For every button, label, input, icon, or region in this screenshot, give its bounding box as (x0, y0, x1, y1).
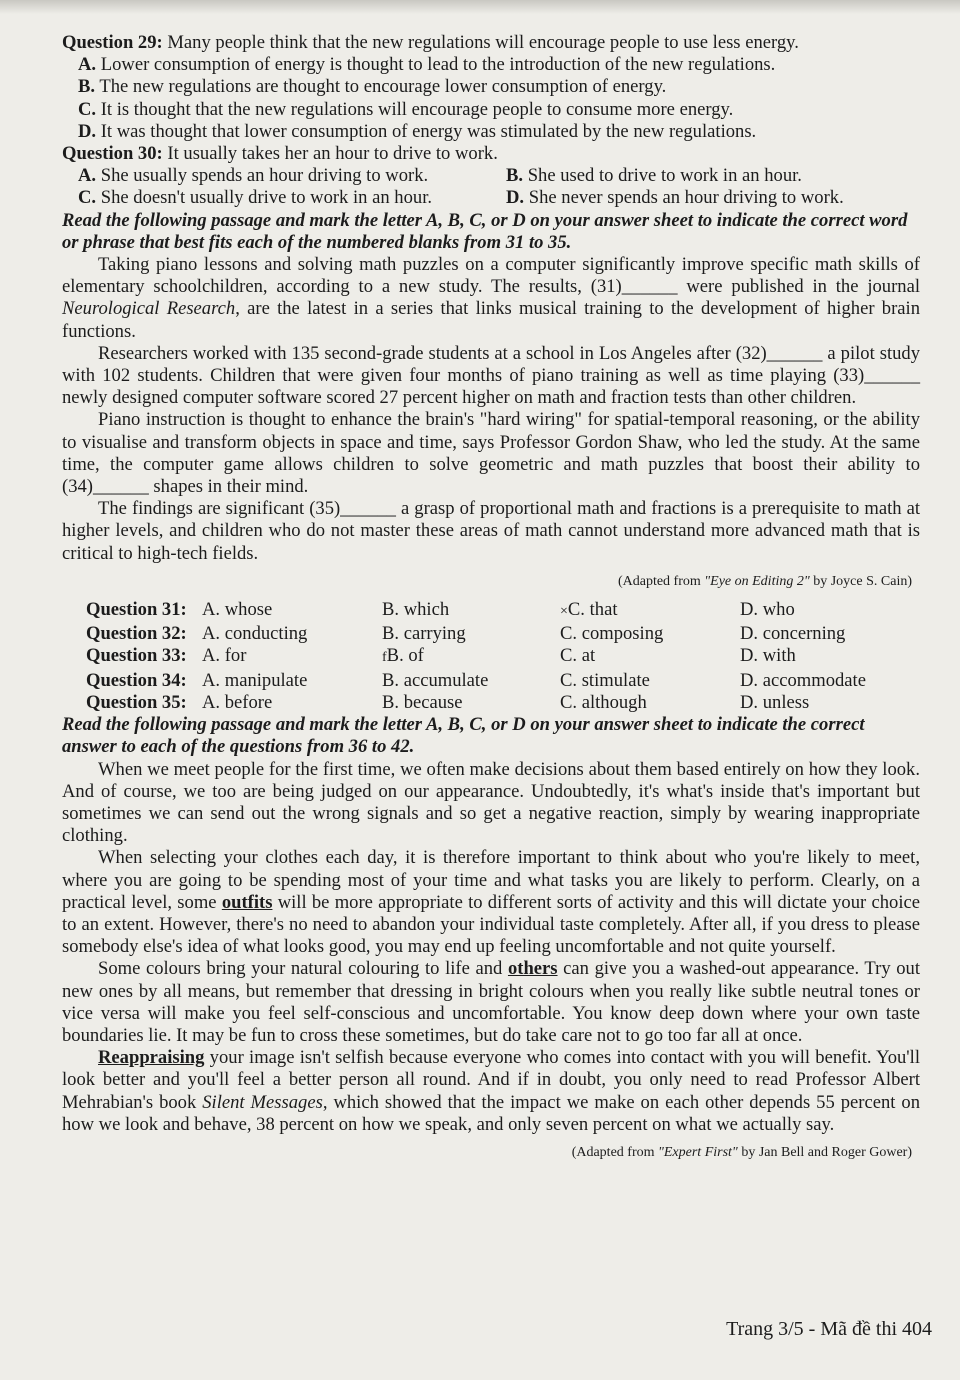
answer-row (86, 645, 866, 669)
answer-option-d: D. concerning (740, 623, 846, 645)
option-letter: B. (506, 165, 524, 187)
answer-option-b: B. accumulate (382, 669, 489, 691)
source-text: by Jan Bell and Roger Gower) (737, 1144, 912, 1160)
question-label: Question 29: (62, 32, 163, 53)
paragraph-text: will be more appropriate to different sorts of activity and this will dictate your choice to an extent. However, there's no need to abandon your individual taste completely. After all, if you dress to please somebody else's idea of what looks good, you may end up feeling uncomfortable and not quite yourself. (62, 891, 920, 958)
option-text: C. that (567, 599, 618, 621)
option-text: It is thought that the new regulations will encourage people to consume more energy. (100, 98, 734, 120)
source-title: "Eye on Editing 2" (704, 573, 810, 589)
options-row (78, 187, 920, 209)
underlined-word: Reappraising (98, 1047, 205, 1069)
answer-option-b (382, 645, 560, 669)
option-b (506, 165, 802, 187)
options-row (78, 165, 920, 187)
passage2-paragraph-2 (62, 847, 920, 958)
option-text: She used to drive to work in an hour. (527, 165, 802, 187)
answer-row (86, 670, 866, 692)
answer-option-a: A. before (202, 691, 273, 713)
answer-option-c: C. although (560, 691, 647, 713)
passage1-source (62, 571, 912, 593)
answer-option-a: A. conducting (202, 623, 308, 645)
book-title: Silent Messages (202, 1091, 323, 1113)
handwritten-f-mark: f (382, 650, 387, 666)
option-b (78, 76, 920, 98)
paragraph-text: Taking piano lessons and solving math puzzles on a computer significantly improve specific math skills of elementary schoolchildren, according to a new study. The results, (31)______ were published in the journal (62, 254, 920, 298)
source-text: (Adapted from (571, 1144, 658, 1160)
answer-option-d: D. unless (740, 691, 810, 713)
option-text: She never spends an hour driving to work. (528, 187, 844, 209)
passage1-paragraph-1 (62, 254, 920, 343)
instruction-36-42: Read the following passage and mark the letter A, B, C, or D on your answer sheet to indicate the correct answer to each of the questions from 36 to 42. (62, 714, 865, 758)
answer-options-table (86, 599, 866, 714)
answer-option-d: D. with (740, 645, 796, 667)
answer-option-d: D. accommodate (740, 669, 866, 691)
underlined-word: others (507, 958, 558, 980)
passage2-paragraph-4 (62, 1047, 920, 1136)
answer-row (86, 599, 866, 623)
passage2-paragraph-3 (62, 958, 920, 1047)
paragraph-text: When selecting your clothes each day, it is therefore important to think about who you're likely to meet, where you are going to be spending most of your time and what tasks you are likely to perform. Clearly, on a practical level, some (62, 847, 920, 913)
question-text: Many people think that the new regulations will encourage people to use less energy. (167, 32, 799, 53)
question-30 (62, 143, 920, 165)
paragraph-text: Some colours bring your natural colouring to life and (98, 958, 508, 980)
option-text: It was thought that lower consumption of energy was stimulated by the new regulations. (100, 120, 757, 142)
option-letter: C. (78, 187, 97, 209)
option-a (78, 54, 920, 76)
answer-option-d: D. who (740, 599, 795, 621)
option-letter: A. (78, 165, 97, 187)
option-letter: B. (78, 76, 96, 98)
option-text: Lower consumption of energy is thought to lead to the introduction of the new regulations. (100, 54, 776, 76)
answer-option-b: B. because (382, 691, 463, 713)
option-c (78, 99, 920, 121)
source-title: "Expert First" (658, 1144, 738, 1160)
answer-question-label: Question 32: (86, 623, 187, 645)
option-letter: C. (78, 98, 97, 120)
option-a (78, 165, 506, 187)
answer-option-a: A. for (202, 645, 247, 667)
page-footer: Trang 3/5 - Mã đề thi 404 (726, 1318, 932, 1340)
answer-row (86, 623, 866, 645)
option-text: She usually spends an hour driving to work. (100, 165, 429, 187)
answer-option-c: C. composing (560, 623, 664, 645)
instruction-31-35: Read the following passage and mark the letter A, B, C, or D on your answer sheet to indicate the correct word or phrase that best fits each of the numbered blanks from 31 to 35. (62, 209, 908, 253)
question-29 (62, 32, 920, 54)
passage1-paragraph-4: The findings are significant (35)______ a grasp of proportional math and fractions is a prerequisite to math at higher levels, and children who do not master these areas of math cannot understand more advanced math that is critical to high-tech fields. (62, 498, 920, 564)
passage2-paragraph-1: When we meet people for the first time, we often make decisions about them based entirely on how they look. And of course, we too are being judged on our appearance. Undoubtedly, it's what's inside that's important but sometimes we can send out the wrong signals and so get a negative reaction, simply by wearing inappropriate clothing. (62, 758, 920, 847)
underlined-word: outfits (221, 891, 273, 913)
paragraph-text: can give you a washed-out appearance. Try out new ones by all means, but remember that dressing in bright colours when you really like subtle neutral tones or vice versa will make you feel self-conscious and uncomfortable. You know deep down where your own taste boundaries lie. It may be fun to cross these sometimes, but do take care not to go too far all at once. (62, 958, 920, 1046)
option-text: The new regulations are thought to encourage lower consumption of energy. (99, 76, 667, 98)
source-text: (Adapted from (617, 573, 705, 589)
option-letter: A. (78, 54, 97, 76)
answer-question-label: Question 34: (86, 669, 187, 691)
option-letter: D. (78, 120, 97, 142)
passage1-paragraph-3: Piano instruction is thought to enhance the brain's "hard wiring" for spatial-temporal reasoning, or the ability to visualise and transform objects in space and time, says Professor Gordon Shaw, who led the study. At the same time, the computer game allows children to solve geometric and math puzzles that boost their ability to (34)______ shapes in their mind. (62, 409, 920, 498)
paragraph-text: your image isn't selfish because everyone who comes into contact with you will benefit. You'll look better and you'll feel a better person all round. And if in doubt, you only need to read Professor Albert Mehrabian's book (62, 1047, 920, 1113)
answer-option-b: B. carrying (382, 623, 466, 645)
answer-option-c: C. at (560, 645, 596, 667)
option-c (78, 187, 506, 209)
journal-title: Neurological Research (62, 298, 236, 320)
question-label: Question 30: (62, 143, 163, 165)
scan-shadow (0, 0, 960, 14)
answer-row (86, 692, 866, 714)
option-text: B. of (386, 645, 424, 667)
answer-option-c: C. stimulate (560, 669, 650, 691)
option-text: She doesn't usually drive to work in an hour. (100, 187, 433, 209)
answer-question-label: Question 31: (86, 599, 187, 621)
option-letter: D. (506, 187, 525, 209)
option-d (78, 121, 920, 143)
answer-question-label: Question 35: (86, 691, 187, 713)
question-text: It usually takes her an hour to drive to work. (167, 143, 498, 165)
answer-option-b: B. which (382, 599, 450, 621)
answer-question-label: Question 33: (86, 645, 187, 667)
passage1-paragraph-2: Researchers worked with 135 second-grade students at a school in Los Angeles after (32)______ a pilot study with 102 students. Children that were given four months of piano training as well as time playing (33)______ newly designed computer software scored 27 percent higher on math and fraction tests than other children. (62, 342, 920, 409)
answer-option-a: A. whose (202, 599, 273, 621)
option-d (506, 187, 844, 209)
handwritten-x-mark: × (560, 604, 568, 620)
answer-option-a: A. manipulate (202, 669, 308, 691)
passage2-source (62, 1142, 912, 1164)
source-text: by Joyce S. Cain) (809, 573, 912, 589)
paragraph-text: , are the latest in a series that links musical training to the development of higher brain functions. (62, 298, 920, 342)
answer-option-c (560, 599, 740, 623)
paragraph-text: , which showed that the impact we make on each other depends 55 percent on how we look and behave, 38 percent on how we speak, and only seven percent on what we actually say. (62, 1091, 920, 1135)
